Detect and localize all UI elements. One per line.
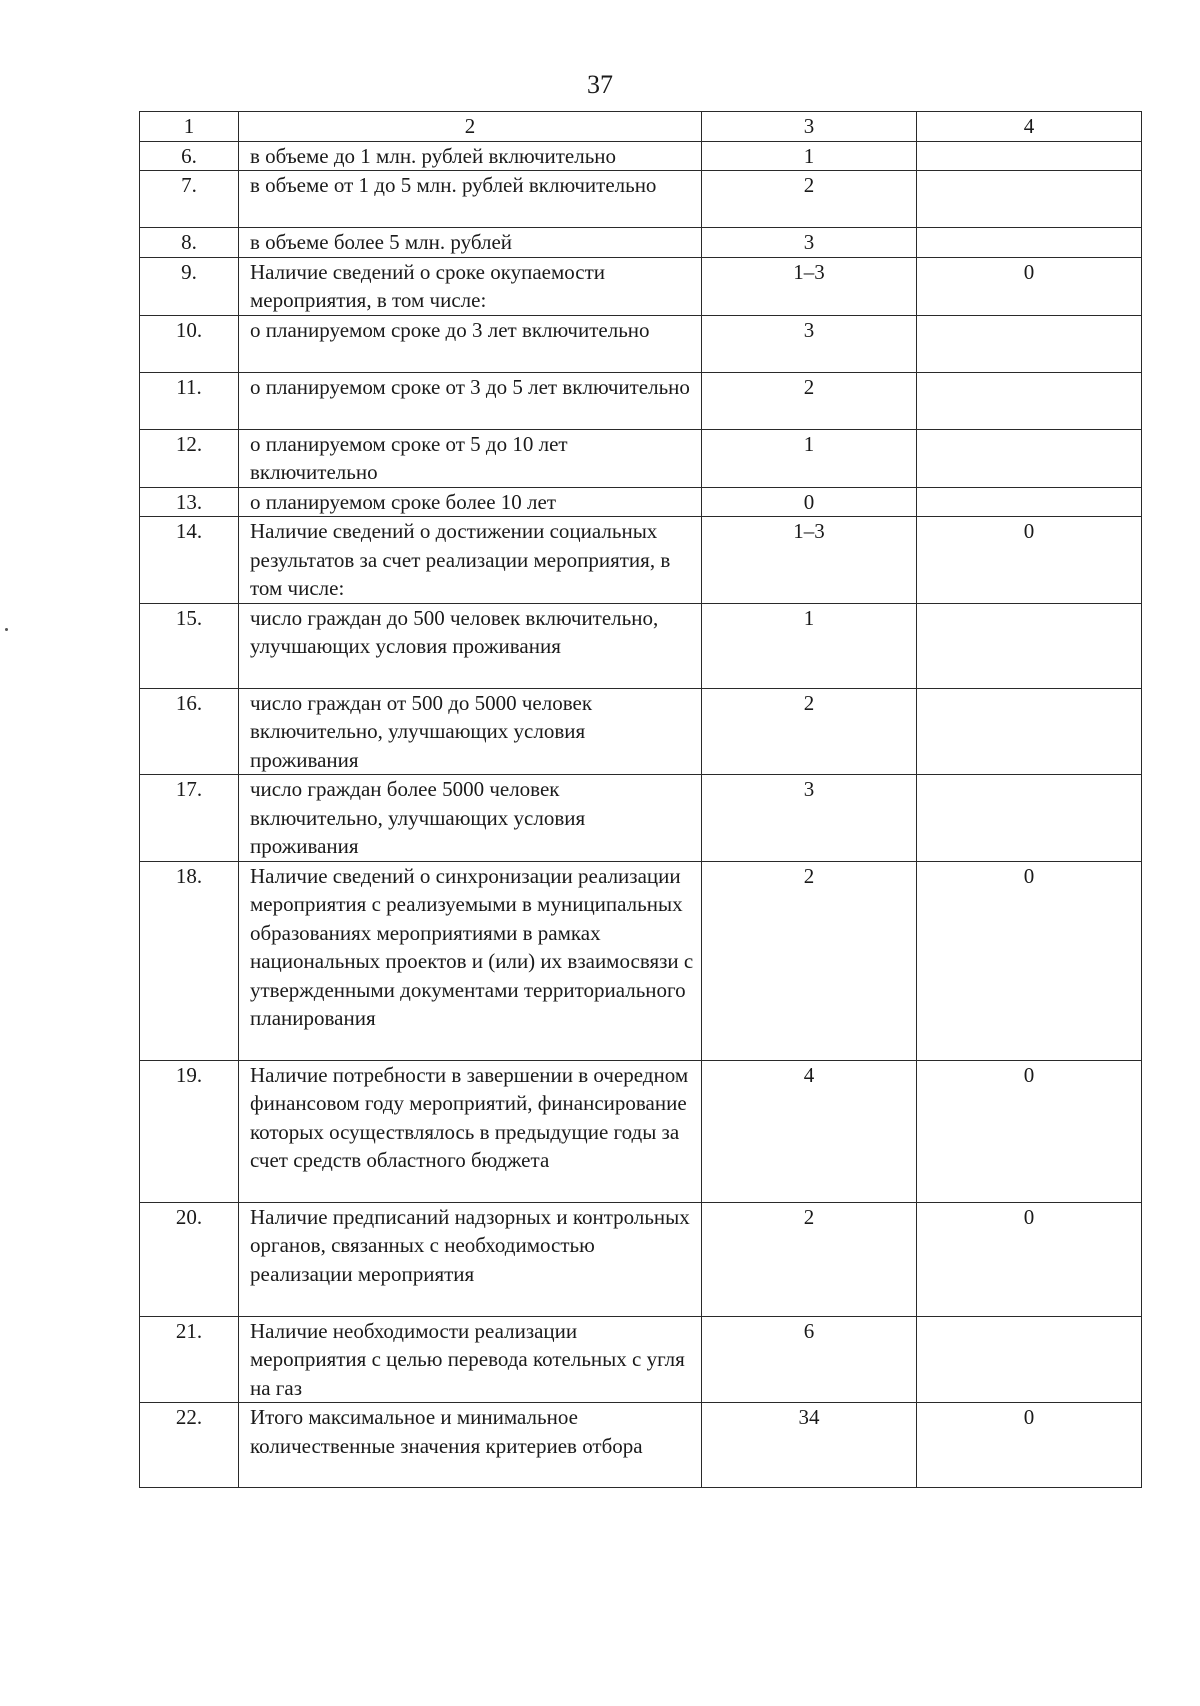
row-text: в объеме до 1 млн. рублей включительно: [239, 141, 702, 171]
table-row: [140, 372, 1142, 429]
row-text: Итого максимальное и минимальное количественные значения критериев отбора: [239, 1403, 702, 1488]
row-min: [917, 1316, 1142, 1403]
row-text: Наличие сведений о сроке окупаемости мероприятия, в том числе:: [239, 257, 702, 315]
row-min: [917, 228, 1142, 258]
row-number: 6.: [140, 141, 239, 171]
row-text: в объеме более 5 млн. рублей: [239, 228, 702, 258]
row-min: [917, 487, 1142, 517]
row-score: 1: [702, 141, 917, 171]
row-text: о планируемом сроке от 3 до 5 лет включительно: [239, 372, 702, 429]
row-number: 20.: [140, 1202, 239, 1316]
row-number: 10.: [140, 315, 239, 372]
row-min: [917, 171, 1142, 228]
table-row: [140, 487, 1142, 517]
row-score: 2: [702, 372, 917, 429]
table-row: [140, 1403, 1142, 1488]
table-row: [140, 861, 1142, 1060]
row-score: 0: [702, 487, 917, 517]
row-number: 17.: [140, 775, 239, 862]
row-min: 0: [917, 1403, 1142, 1488]
row-number: 7.: [140, 171, 239, 228]
row-text: Наличие предписаний надзорных и контрольных органов, связанных с необходимостью реализации мероприятия: [239, 1202, 702, 1316]
row-number: 8.: [140, 228, 239, 258]
row-text: число граждан более 5000 человек включительно, улучшающих условия проживания: [239, 775, 702, 862]
row-score: 3: [702, 228, 917, 258]
criteria-table: [139, 111, 1142, 1488]
row-score: 34: [702, 1403, 917, 1488]
header-cell-col2: 2: [239, 112, 702, 142]
row-number: 22.: [140, 1403, 239, 1488]
row-min: [917, 775, 1142, 862]
row-number: 15.: [140, 603, 239, 688]
header-cell-col3: 3: [702, 112, 917, 142]
row-number: 11.: [140, 372, 239, 429]
table-header-row: [140, 112, 1142, 142]
table-row: [140, 1316, 1142, 1403]
page-number: 37: [587, 70, 613, 99]
row-text: число граждан от 500 до 5000 человек включительно, улучшающих условия проживания: [239, 688, 702, 775]
row-number: 19.: [140, 1060, 239, 1202]
row-min: 0: [917, 257, 1142, 315]
row-min: [917, 429, 1142, 487]
row-min: [917, 603, 1142, 688]
scan-speck: [5, 628, 8, 631]
table-row: [140, 603, 1142, 688]
row-min: 0: [917, 1060, 1142, 1202]
row-min: [917, 141, 1142, 171]
row-text: о планируемом сроке до 3 лет включительно: [239, 315, 702, 372]
table-row: [140, 141, 1142, 171]
row-score: 3: [702, 775, 917, 862]
row-number: 14.: [140, 517, 239, 604]
row-min: 0: [917, 517, 1142, 604]
table-row: [140, 688, 1142, 775]
table-row: [140, 429, 1142, 487]
row-text: в объеме от 1 до 5 млн. рублей включительно: [239, 171, 702, 228]
row-text: Наличие сведений о достижении социальных результатов за счет реализации мероприятия, в том числе:: [239, 517, 702, 604]
row-score: 1: [702, 429, 917, 487]
row-number: 13.: [140, 487, 239, 517]
row-score: 2: [702, 171, 917, 228]
row-score: 1–3: [702, 517, 917, 604]
row-number: 12.: [140, 429, 239, 487]
row-score: 1: [702, 603, 917, 688]
row-text: о планируемом сроке более 10 лет: [239, 487, 702, 517]
table-row: [140, 315, 1142, 372]
table-row: [140, 775, 1142, 862]
table-row: [140, 1060, 1142, 1202]
row-number: 16.: [140, 688, 239, 775]
row-min: [917, 688, 1142, 775]
table-row: [140, 1202, 1142, 1316]
row-text: число граждан до 500 человек включительно, улучшающих условия проживания: [239, 603, 702, 688]
row-min: [917, 315, 1142, 372]
row-score: 4: [702, 1060, 917, 1202]
row-score: 2: [702, 861, 917, 1060]
header-cell-col4: 4: [917, 112, 1142, 142]
row-min: [917, 372, 1142, 429]
row-min: 0: [917, 861, 1142, 1060]
row-text: Наличие потребности в завершении в очередном финансовом году мероприятий, финансирование которых осуществлялось в предыдущие годы за счет средств областного бюджета: [239, 1060, 702, 1202]
row-score: 2: [702, 688, 917, 775]
row-number: 21.: [140, 1316, 239, 1403]
table-row: [140, 228, 1142, 258]
table-row: [140, 517, 1142, 604]
row-number: 9.: [140, 257, 239, 315]
row-score: 3: [702, 315, 917, 372]
table-row: [140, 257, 1142, 315]
row-number: 18.: [140, 861, 239, 1060]
row-text: Наличие сведений о синхронизации реализации мероприятия с реализуемыми в муниципальных образованиях мероприятиями в рамках национальных проектов и (или) их взаимосвязи с утвержденными документами территориального планирования: [239, 861, 702, 1060]
row-score: 2: [702, 1202, 917, 1316]
table-row: [140, 171, 1142, 228]
row-score: 1–3: [702, 257, 917, 315]
row-score: 6: [702, 1316, 917, 1403]
row-min: 0: [917, 1202, 1142, 1316]
row-text: Наличие необходимости реализации мероприятия с целью перевода котельных с угля на газ: [239, 1316, 702, 1403]
row-text: о планируемом сроке от 5 до 10 лет включительно: [239, 429, 702, 487]
header-cell-col1: 1: [140, 112, 239, 142]
